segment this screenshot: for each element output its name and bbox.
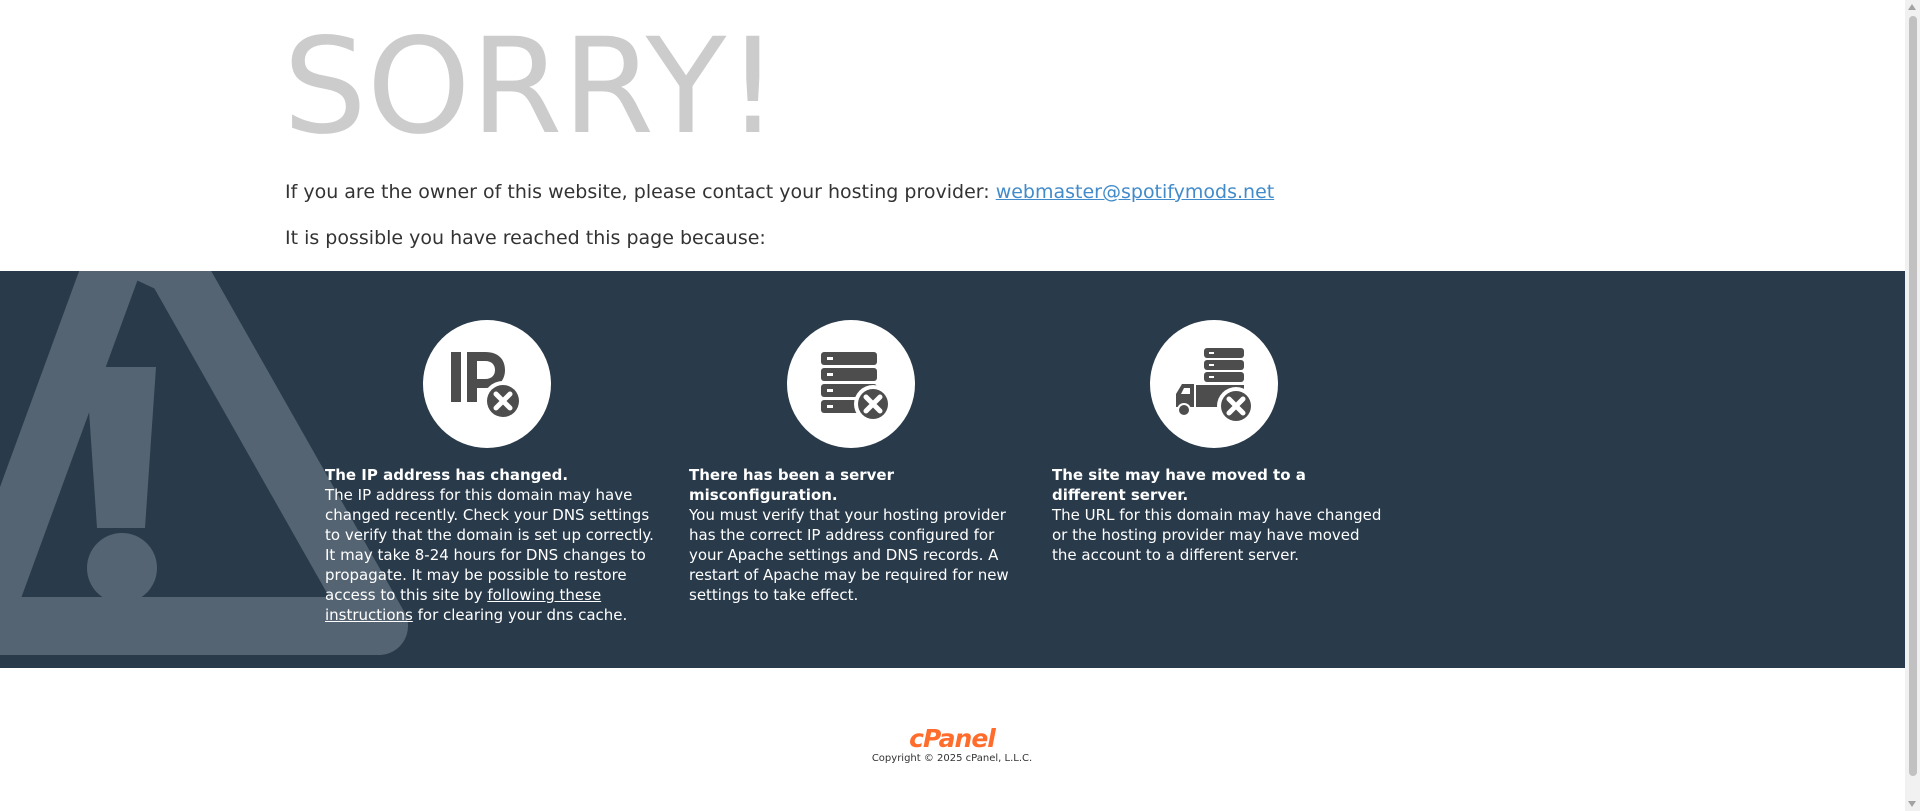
reason-description-text: The IP address for this domain may have changed recently. Check your DNS settings to verify that the domain is set up correctly. It may take 8-24 hours for DNS changes to propagate. It may be possible to restore access to this site by xyxy=(325,486,654,604)
scroll-up-arrow-icon[interactable] xyxy=(1908,4,1916,10)
vertical-scrollbar[interactable] xyxy=(1905,0,1920,811)
server-moved-icon xyxy=(1174,344,1254,424)
reason-description: You must verify that your hosting provider has the correct IP address configured for your Apache settings and DNS records. A restart of Apache may be required for new settings to take effect. xyxy=(689,506,1009,604)
scrollbar-thumb[interactable] xyxy=(1909,16,1917,776)
reason-title: The site may have moved to a different server. xyxy=(1052,466,1306,504)
owner-message-text: If you are the owner of this website, please contact your hosting provider: xyxy=(285,181,996,203)
reason-icon-circle xyxy=(423,320,551,448)
scroll-down-arrow-icon[interactable] xyxy=(1908,801,1916,807)
reason-icon-circle xyxy=(787,320,915,448)
server-error-icon xyxy=(811,344,891,424)
reasons-section xyxy=(0,271,1905,668)
dns-instructions-link[interactable]: following these instructions xyxy=(325,586,602,624)
cpanel-logo[interactable]: cPanel xyxy=(909,724,995,753)
reason-title: There has been a server misconfiguration. xyxy=(689,466,895,504)
reason-description: The URL for this domain may have changed or the hosting provider may have moved the account to a different server. xyxy=(1052,506,1382,564)
ip-error-icon xyxy=(447,344,527,424)
contact-email-link[interactable]: webmaster@spotifymods.net xyxy=(995,181,1275,203)
reason-title: The IP address has changed. xyxy=(325,466,569,484)
reason-intro: It is possible you have reached this page because: xyxy=(285,227,766,249)
copyright-text: Copyright © 2025 cPanel, L.L.C. xyxy=(871,753,1033,764)
reason-card-server-misconfiguration xyxy=(689,320,1019,605)
reason-icon-circle xyxy=(1150,320,1278,448)
owner-message xyxy=(285,180,1274,204)
reason-description xyxy=(325,485,655,625)
page-title: SORRY! xyxy=(283,10,780,164)
reason-description-tail: for clearing your dns cache. xyxy=(412,606,628,624)
reason-card-site-moved xyxy=(1052,320,1382,565)
reason-card-ip-changed xyxy=(325,320,655,625)
